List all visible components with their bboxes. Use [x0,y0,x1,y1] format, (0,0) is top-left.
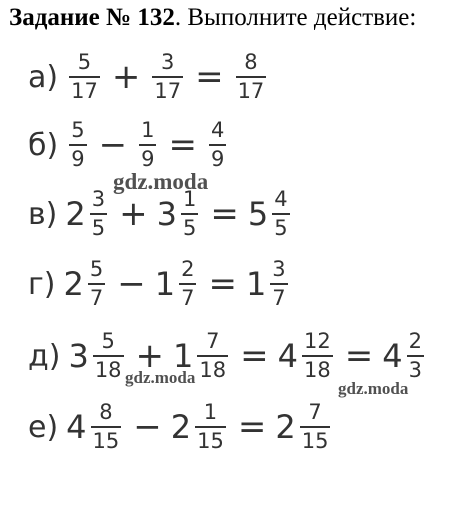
whole-part: 1 [173,337,194,375]
fraction [139,120,156,170]
fraction [181,189,198,239]
equals-sign: = [344,336,374,376]
numerator: 5 [77,50,92,74]
fraction [236,52,267,102]
numerator: 5 [101,329,115,353]
whole-part: 3 [156,195,177,233]
row-label: е) [28,409,59,445]
whole-part: 2 [65,195,86,233]
denominator: 7 [270,283,287,309]
denominator: 7 [179,283,196,309]
watermark: gdz.moda [113,169,209,194]
numerator: 3 [272,257,286,281]
fraction [90,189,107,239]
operator: − [98,125,128,165]
fraction [300,402,331,452]
denominator: 9 [69,144,86,170]
denominator: 17 [236,76,267,102]
whole-part: 4 [277,337,298,375]
numerator: 8 [244,50,258,74]
row-label: а) [28,59,59,95]
equals-sign: = [210,194,239,234]
operator: + [111,57,141,97]
equation-row-e [28,396,333,458]
fraction [88,259,105,309]
denominator: 18 [302,355,333,381]
numerator: 2 [408,329,422,353]
fraction [209,120,226,170]
fraction [270,259,287,309]
denominator: 3 [407,355,424,381]
fraction [179,259,196,309]
denominator: 7 [88,283,105,309]
numerator: 1 [203,400,218,424]
fraction [407,331,424,381]
numerator: 1 [182,187,197,211]
equation-row-g [28,253,291,315]
denominator: 9 [209,144,226,170]
task-number: Задание № 132 [9,4,175,31]
equals-sign: = [240,336,269,376]
denominator: 18 [93,355,124,381]
fraction [93,331,124,381]
numerator: 7 [308,400,322,424]
equals-sign: = [208,264,237,304]
row-label: б) [28,127,59,163]
numerator: 5 [89,257,104,281]
whole-part: 2 [63,265,84,303]
denominator: 5 [181,213,198,239]
denominator: 15 [300,426,331,452]
denominator: 17 [152,76,183,102]
watermark: gdz.moda [125,368,196,387]
equation-row-d [28,325,427,387]
denominator: 15 [91,426,122,452]
numerator: 8 [99,400,113,424]
task-instruction: . Выполните действие: [174,4,417,31]
operator: − [117,264,146,304]
row-label: г) [28,266,56,302]
whole-part: 3 [68,337,89,375]
whole-part: 4 [66,408,87,446]
watermark: gdz.moda [338,379,409,398]
denominator: 9 [139,144,156,170]
numerator: 2 [181,257,195,281]
numerator: 4 [210,118,225,142]
denominator: 17 [69,76,100,102]
numerator: 3 [91,187,106,211]
fraction [195,402,226,452]
denominator: 18 [197,355,228,381]
denominator: 5 [272,213,289,239]
equation-row-b [28,114,229,176]
equals-sign: = [195,57,224,97]
fraction [69,120,86,170]
fraction [197,331,228,381]
numerator: 4 [274,187,288,211]
whole-part: 1 [154,265,176,303]
fraction [152,52,183,102]
row-label: д) [28,338,61,374]
numerator: 3 [161,50,175,74]
equation-row-a [28,46,269,108]
denominator: 5 [90,213,107,239]
whole-part: 2 [170,408,192,446]
fraction [272,189,289,239]
numerator: 7 [206,329,220,353]
task-title [9,4,416,32]
operator: + [119,194,148,234]
whole-part: 5 [247,195,269,233]
operator: − [133,407,162,447]
fraction [302,331,333,381]
whole-part: 1 [245,265,267,303]
whole-part: 2 [275,408,296,446]
numerator: 12 [304,329,331,353]
fraction [69,52,100,102]
numerator: 5 [71,118,85,142]
numerator: 1 [141,118,155,142]
denominator: 15 [195,426,226,452]
row-label: в) [28,196,58,232]
fraction [91,402,122,452]
equals-sign: = [237,407,267,447]
equals-sign: = [168,125,197,165]
whole-part: 4 [382,337,403,375]
operator: + [135,336,165,376]
